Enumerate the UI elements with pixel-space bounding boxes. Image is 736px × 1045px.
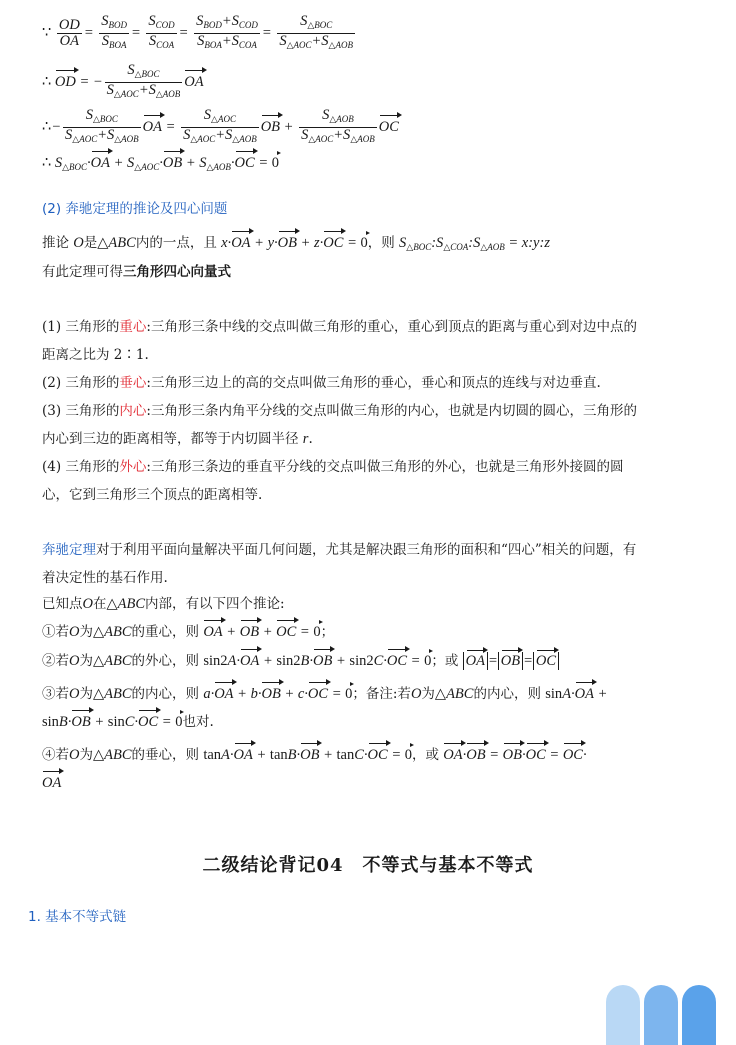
item-orthocenter-cont: OA: [42, 775, 62, 791]
item-centroid: ①若O为△ABC的重心，则 OA + OB + OC = 0；: [42, 624, 335, 640]
item-incenter: ③若O为△ABC的内心，则 a·OA + b·OB + c·OC = 0；备注:若O为△ABC的内心，则 sinA·OA +: [42, 686, 608, 702]
center-item-centroid-cont: 距离之比为 2∶1.: [42, 347, 149, 363]
decor-tab-mid: [644, 985, 678, 1045]
sec2-heading: (2) 奔驰定理的推论及四心问题: [42, 201, 228, 217]
lemma-line: 推论 O是△ABC内的一点，且 x·OA + y·OB + z·OC = 0，则 $S_{\triangle BOC}:S_{\triangle COA}:S_{\triangle AOB}$ = x:y:z: [42, 235, 550, 252]
item-orthocenter: ④若O为△ABC的垂心，则 tanA·OA + tanB·OB + tanC·OC = 0，或 OA·OB = OB·OC = OC·: [42, 747, 587, 763]
sub1-heading: 1. 基本不等式链: [28, 909, 127, 925]
center-item-orthocenter: (2) 三角形的垂心:三角形三边上的高的交点叫做三角形的垂心，垂心和顶点的连线与对边垂直.: [42, 375, 601, 391]
proof-line-1: ∵ $\frac{OD}{OA}$ = $\frac{S_{BOD}}{S_{BOA}}$ = $\frac{S_{COD}}{S_{COA}}$ = $\frac{S_{BOD}+S_{COD}}{S_{BOA}+S_{COA}}$ = $\frac{S_{\triangle BOC}}{S_{\triangle AOC}+S_{\triangle AOB}}$: [42, 13, 353, 50]
center-item-circumcenter: (4) 三角形的外心:三角形三条边的垂直平分线的交点叫做三角形的外心，也就是三角形外接圆的圆: [42, 459, 624, 475]
center-item-centroid: (1) 三角形的重心:三角形三条中线的交点叫做三角形的重心，重心到顶点的距离与重心到对边中点的: [42, 319, 637, 335]
benz-intro: 奔驰定理对于利用平面向量解决平面几何问题，尤其是解决跟三角形的面积和“四心”相关的问题，有: [42, 542, 637, 558]
center-item-incenter-cont: 内心到三边的距离相等，都等于内切圆半径 r.: [42, 431, 313, 447]
proof-line-4: ∴ $S_{\triangle BOC}\cdot OA + S_{\triangle AOC}\cdot OB + S_{\triangle AOB}\cdot OC = 0$: [42, 155, 279, 172]
item-incenter-cont: sinB·OB + sinC·OC = 0也对.: [42, 714, 214, 730]
section-title: 二级结论背记04 不等式与基本不等式: [202, 855, 534, 876]
benz-intro-cont: 着决定性的基石作用.: [42, 570, 168, 586]
proof-line-3: ∴− $\frac{S_{\triangle BOC}}{S_{\triangle AOC}+S_{\triangle AOB}}$ OA = $\frac{S_{\triangle AOC}}{S_{\triangle AOC}+S_{\triangle AOB}}$ OB + $\frac{S_{\triangle AOB}}{S_{\triangle AOC}+S_{\triangle AOB}}$ OC: [42, 107, 399, 144]
proof-line-2: ∴ OD = − $\frac{S_{\triangle BOC}}{S_{\triangle AOC}+S_{\triangle AOB}}$ OA: [42, 62, 204, 99]
center-item-circumcenter-cont: 心，它到三角形三个顶点的距离相等.: [42, 487, 263, 503]
decor-tab-left: [606, 985, 640, 1045]
followup-line: 有此定理可得三角形四心向量式: [42, 264, 231, 280]
item-circumcenter: ②若O为△ABC的外心，则 sin2A·OA + sin2B·OB + sin2C·OC = 0；或 OA = OB = OC: [42, 651, 559, 671]
center-item-incenter: (3) 三角形的内心:三角形三条内角平分线的交点叫做三角形的内心，也就是内切圆的圆心，三角形的: [42, 403, 637, 419]
decor-tab-right: [682, 985, 716, 1045]
known-line: 已知点O在△ABC内部，有以下四个推论:: [42, 596, 285, 612]
